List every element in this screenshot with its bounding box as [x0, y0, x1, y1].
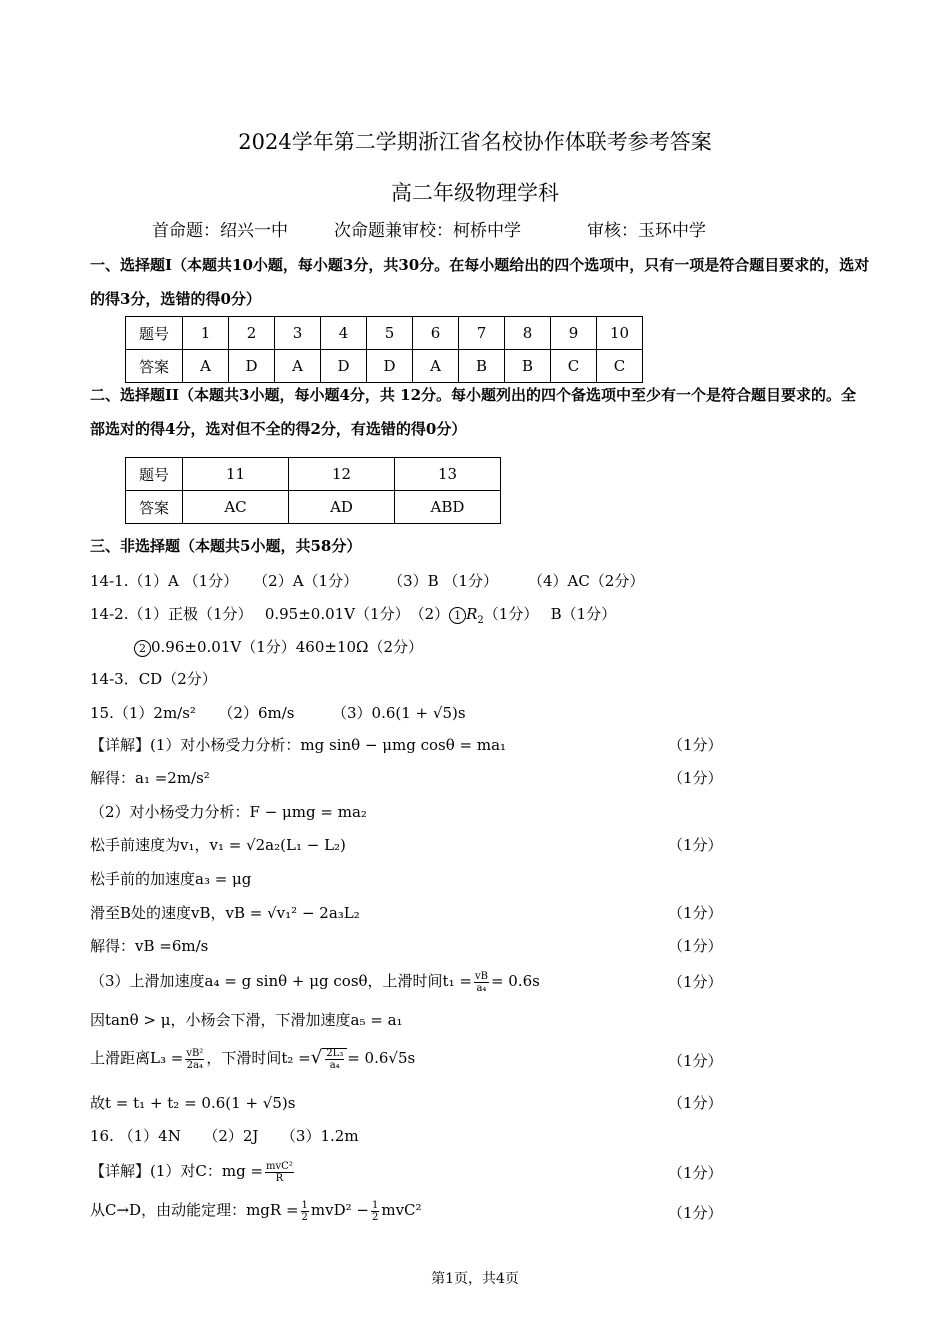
- table-row: [126, 458, 501, 491]
- circled-two: 2: [134, 640, 151, 657]
- q15-detail-line: 上滑距离L₃ = $\frac{\text{vB²}}{\text{2a₄}}$ ，下滑时间t₂ =√ $\frac{\text{2L₃}}{\text{a₄}}$ = 0.6√5s: [90, 1047, 416, 1071]
- score-label: （1分）: [668, 904, 723, 922]
- table-cell: 11: [183, 458, 289, 491]
- q14-2-answers-cont: 2 0.96±0.01V（1分）460±10Ω（2分）: [134, 636, 423, 657]
- author-reviewer: 审核：玉环中学: [587, 221, 706, 241]
- q15-detail-line: （2）对小杨受力分析：F − μmg = ma₂: [90, 803, 367, 821]
- table-cell: 答案: [126, 350, 183, 383]
- table-cell: B: [459, 350, 505, 383]
- section2-heading: 二、选择题II（本题共3小题，每小题4分，共 12分。每小题列出的四个备选项中至少有一个是符合题目要求的。全部选对的得4分，选对但不全的得2分，有选错的得0分）: [90, 386, 857, 438]
- author-second: 次命题兼审校：柯桥中学: [334, 221, 521, 241]
- section1-answer-table: [125, 316, 643, 383]
- table-cell: A: [275, 350, 321, 383]
- table-cell: 8: [505, 317, 551, 350]
- q16-answers: 16. （1）4N （2）2J （3）1.2m: [90, 1127, 359, 1145]
- table-cell: 5: [367, 317, 413, 350]
- table-cell: 10: [597, 317, 643, 350]
- table-cell: 9: [551, 317, 597, 350]
- q14-1-answers: 14-1.（1）A （1分） （2）A（1分） （3）B （1分） （4）AC（2分）: [90, 572, 645, 590]
- table-cell: 7: [459, 317, 505, 350]
- q15-detail-line: 松手前的加速度a₃ = μg: [90, 870, 252, 888]
- score-label: （1分）: [668, 736, 723, 754]
- table-cell: 1: [183, 317, 229, 350]
- q16-detail-line: 从C→D，由动能定理：mgR = $\frac{1}{2}$ mvD² − $\frac{1}{2}$ mvC²: [90, 1199, 422, 1223]
- fraction: $\frac{vB}{\text{a₄}}$: [474, 970, 488, 994]
- table-cell: C: [597, 350, 643, 383]
- table-cell: B: [505, 350, 551, 383]
- score-label: （1分）: [668, 1094, 723, 1112]
- q15-detail-line: 滑至B处的速度vB，vB = √v₁² − 2a₃L₂: [90, 904, 360, 922]
- fraction: $\frac{\text{vB²}}{\text{2a₄}}$: [186, 1047, 204, 1071]
- table-cell: C: [551, 350, 597, 383]
- q16-detail-line: 【详解】(1）对C：mg = $\frac{\text{mvC²}}{R}$: [90, 1160, 293, 1184]
- table-cell: 12: [289, 458, 395, 491]
- score-label: （1分）: [668, 973, 723, 991]
- fraction: $\frac{\text{2L₃}}{\text{a₄}}$: [326, 1047, 344, 1071]
- table-cell: ABD: [395, 491, 501, 524]
- score-label: （1分）: [668, 836, 723, 854]
- table-cell: 13: [395, 458, 501, 491]
- fraction: $\frac{\text{mvC²}}{R}$: [266, 1160, 293, 1184]
- q15-detail-line: 解得：a₁ =2m/s²: [90, 769, 210, 787]
- section3-heading: 三、非选择题（本题共5小题，共58分）: [90, 537, 362, 555]
- q15-answers: 15.（1）2m/s² （2）6m/s （3）0.6(1 + √5)s: [90, 704, 466, 722]
- page-footer: 第1页，共4页: [431, 1271, 519, 1287]
- q15-detail-line: （3）上滑加速度a₄ = g sinθ + μg cosθ，上滑时间t₁ = $\frac{vB}{\text{a₄}}$ = 0.6s: [90, 970, 540, 994]
- table-cell: AC: [183, 491, 289, 524]
- score-label: （1分）: [668, 769, 723, 787]
- table-cell: AD: [289, 491, 395, 524]
- table-cell: D: [321, 350, 367, 383]
- q15-detail-line: 故t = t₁ + t₂ = 0.6(1 + √5)s: [90, 1094, 296, 1112]
- score-label: （1分）: [668, 1204, 723, 1222]
- authors-line: [152, 216, 792, 241]
- table-row: [126, 491, 501, 524]
- table-cell: 答案: [126, 491, 183, 524]
- fraction: $\frac{1}{2}$: [371, 1199, 379, 1223]
- section2-answer-table: [125, 457, 501, 524]
- score-label: （1分）: [668, 937, 723, 955]
- q15-detail-line: 因tanθ > μ，小杨会下滑，下滑加速度a₅ = a₁: [90, 1011, 403, 1029]
- table-cell: 题号: [126, 317, 183, 350]
- table-cell: 3: [275, 317, 321, 350]
- table-cell: 4: [321, 317, 367, 350]
- subject-title: 高二年级物理学科: [391, 181, 559, 205]
- q14-2-answers: 14-2.（1）正极（1分） 0.95±0.01V（1分） （2） 1 $R_2(1$分） B（1分）: [90, 605, 617, 626]
- fraction: $\frac{1}{2}$: [301, 1199, 308, 1223]
- table-cell: D: [367, 350, 413, 383]
- q15-detail-line: 解得：vB =6m/s: [90, 937, 209, 955]
- table-row: [126, 317, 643, 350]
- q14-3-answer: 14-3．CD（2分）: [90, 670, 217, 688]
- q15-detail-line: 松手前速度为v₁，v₁ = √2a₂(L₁ − L₂): [90, 836, 346, 854]
- table-cell: 题号: [126, 458, 183, 491]
- table-cell: A: [413, 350, 459, 383]
- table-cell: A: [183, 350, 229, 383]
- score-label: （1分）: [668, 1052, 723, 1070]
- page-title: 2024学年第二学期浙江省名校协作体联考参考答案: [238, 130, 712, 154]
- table-cell: 2: [229, 317, 275, 350]
- score-label: （1分）: [668, 1164, 723, 1182]
- section1-heading: 一、选择题I（本题共10小题，每小题3分，共30分。在每小题给出的四个选项中，只有一项是符合题目要求的，选对的得3分，选错的得0分）: [90, 256, 870, 308]
- table-cell: D: [229, 350, 275, 383]
- circled-one: 1: [449, 607, 466, 624]
- author-first: 首命题：绍兴一中: [152, 221, 288, 241]
- q15-detail-line: 【详解】(1）对小杨受力分析：mg sinθ − μmg cosθ = ma₁: [90, 736, 507, 754]
- table-cell: 6: [413, 317, 459, 350]
